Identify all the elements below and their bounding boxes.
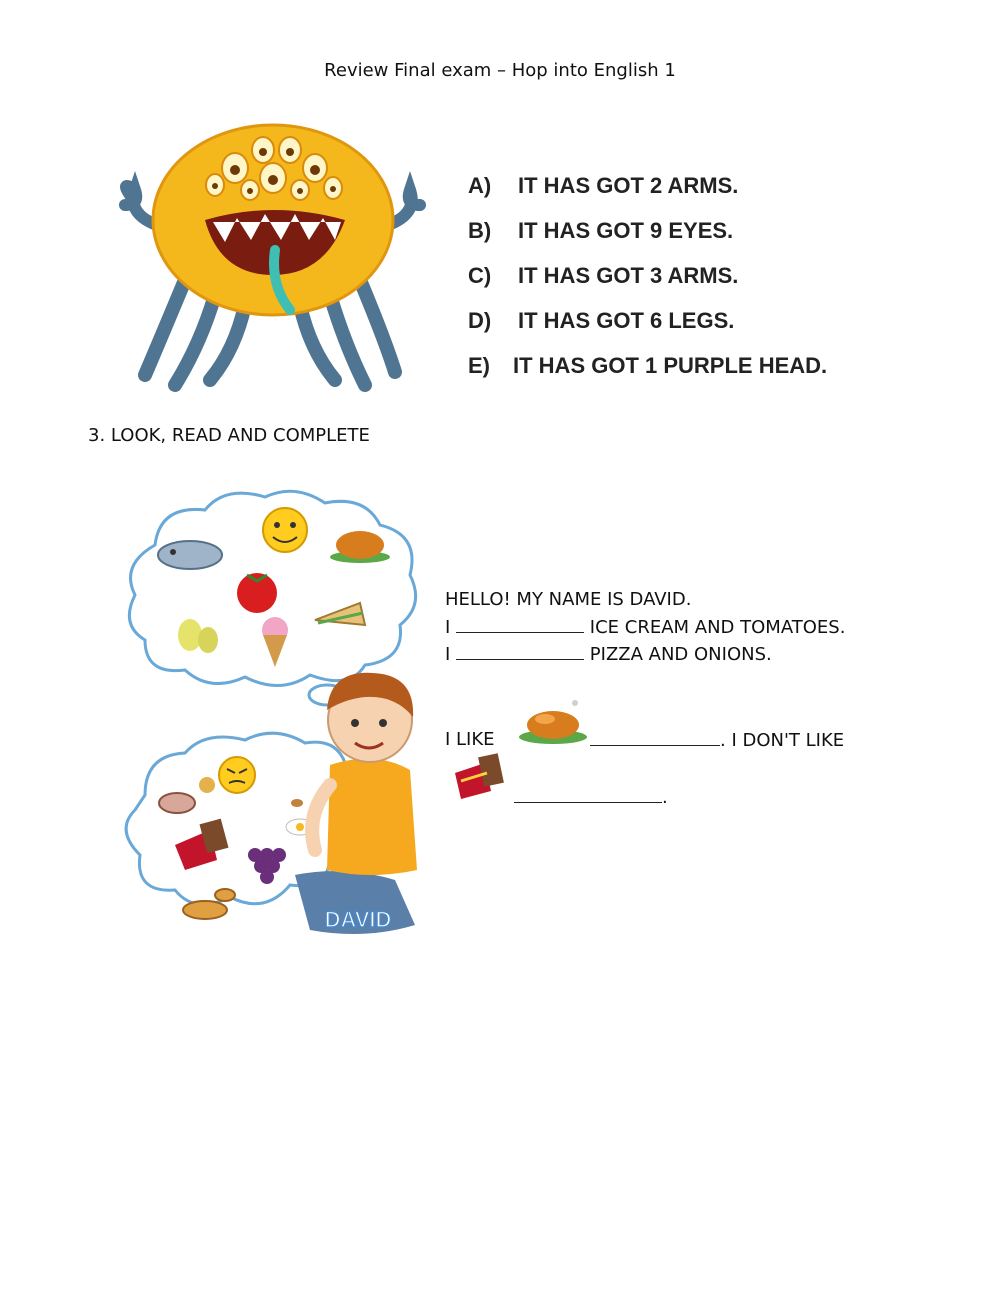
boy-with-thoughts-illustration (115, 485, 435, 945)
happy-emoji-icon (263, 508, 307, 552)
option-text: IT HAS GOT 9 EYES. (518, 218, 734, 243)
story-line-2 (445, 616, 845, 638)
like-label: I LIKE (445, 729, 495, 750)
option-text: IT HAS GOT 2 ARMS. (518, 173, 739, 198)
like-line (590, 729, 844, 751)
sausage-icon (159, 793, 195, 813)
dont-like-label: . I DON'T LIKE (720, 730, 845, 751)
answer-blank-3[interactable] (590, 729, 720, 746)
option-d (468, 308, 734, 334)
answer-blank-4[interactable] (514, 786, 662, 803)
tomato-icon (237, 573, 277, 613)
option-a (468, 173, 738, 199)
option-e (468, 353, 827, 379)
option-text: IT HAS GOT 6 LEGS. (518, 308, 735, 333)
option-b (468, 218, 733, 244)
chocolate-icon (447, 751, 507, 801)
boy-name-label: DAVID (324, 907, 392, 932)
dont-like-line (514, 786, 668, 808)
section-heading: 3. LOOK, READ AND COMPLETE (88, 425, 370, 446)
onion-icon (199, 777, 215, 793)
page-title: Review Final exam – Hop into English 1 (324, 60, 676, 81)
option-letter: D) (468, 308, 492, 333)
fish-icon (158, 541, 222, 569)
story-line-3-end: PIZZA AND ONIONS. (589, 644, 772, 665)
option-text: IT HAS GOT 1 PURPLE HEAD. (513, 353, 828, 378)
answer-blank-2[interactable] (456, 643, 584, 660)
end-period: . (662, 787, 668, 808)
option-letter: B) (468, 218, 492, 243)
boy-icon (295, 673, 417, 934)
option-c (468, 263, 738, 289)
story-line-2-end: ICE CREAM AND TOMATOES. (589, 617, 846, 638)
angry-emoji-icon (219, 757, 255, 793)
option-letter: A) (468, 173, 492, 198)
story-line-3 (445, 643, 772, 665)
story-line-2-start: I (445, 617, 451, 638)
monster-icon (105, 110, 440, 395)
roast-chicken-icon (515, 693, 593, 747)
option-text: IT HAS GOT 3 ARMS. (518, 263, 739, 288)
story-line-1: HELLO! MY NAME IS DAVID. (445, 589, 692, 610)
option-letter: C) (468, 263, 492, 288)
option-letter: E) (468, 353, 490, 378)
story-line-3-start: I (445, 644, 451, 665)
answer-blank-1[interactable] (456, 616, 584, 633)
